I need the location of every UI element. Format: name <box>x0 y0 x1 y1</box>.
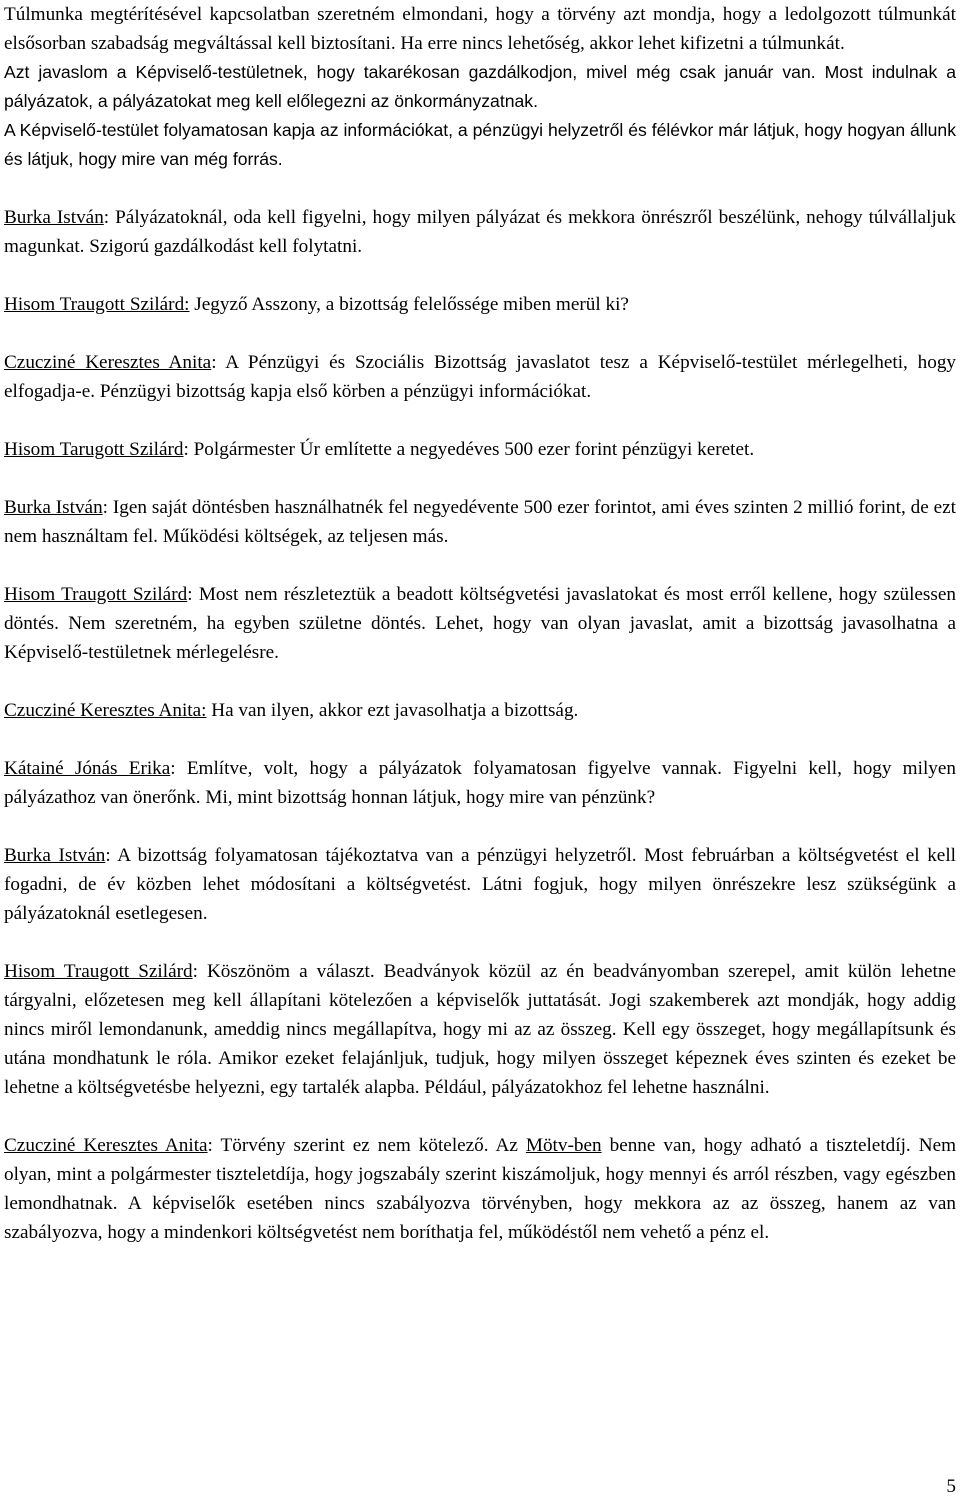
speech-text: Igen saját döntésben használhatnék fel negyedévente 500 ezer forintot, ami éves szinten 2 millió forint, de ezt nem használtam fel. Működési költségek, az teljesen más. <box>4 497 956 547</box>
intro-paragraph-information <box>4 116 956 174</box>
speech-paragraph-last <box>4 1131 956 1247</box>
speech-paragraph <box>4 696 956 725</box>
speech-text: A bizottság folyamatosan tájékoztatva van a pénzügyi helyzetről. Most februárban a költségvetést el kell fogadni, de év közben lehet módosítani a költségvetést. Látni fogjuk, hogy milyen önrészekre lesz szükségünk a pályázatoknál esetlegesen. <box>4 845 956 924</box>
speech-text: Említve, volt, hogy a pályázatok folyamatosan figyelve vannak. Figyelni kell, hogy milyen pályázathoz van önerőnk. Mi, mint bizottság honnan látjuk, hogy mire van pénzünk? <box>4 758 956 808</box>
speaker-name: Hisom Traugott Szilárd: <box>4 294 190 315</box>
speech-text: Törvény szerint ez nem kötelező. Az <box>220 1135 526 1156</box>
speech-text: A Pénzügyi és Szociális Bizottság javaslatot tesz a Képviselő-testület mérlegelheti, hogy elfogadja-e. Pénzügyi bizottság kapja első körben a pénzügyi információkat. <box>4 352 957 402</box>
speaker-name: Czucziné Keresztes Anita: <box>4 700 207 721</box>
speech-paragraph <box>4 290 956 319</box>
speaker-name: Hisom Tarugott Szilárd <box>4 439 184 460</box>
speech-text: Most nem részleteztük a beadott költségvetési javaslatokat és most erről kellene, hogy szülessen döntés. Nem szeretném, ha egyben születne döntés. Lehet, hogy van olyan javaslat, amit a bizottság javasolhatna a Képviselő-testületnek mérlegelésre. <box>4 584 956 663</box>
speaker-name: Kátainé Jónás Erika <box>4 758 171 779</box>
speech-text-continued: benne van, hogy adható a tiszteletdíj. Nem olyan, mint a polgármester tiszteletdíja, hogy jogszabály szerint kiszámoljuk, hogy mennyi és arról részben, vagy egészben lemondhatnak. A képviselők esetében nincs szabályozva törvényben, hogy mekkora az az összeg, hanem az van szabályozva, hogy a mindenkori költségvetést nem boríthatja fel, működéstől nem vehető a pénz el. <box>4 1135 957 1243</box>
speaker-name: Burka István <box>4 497 103 518</box>
speech-text: Ha van ilyen, akkor ezt javasolhatja a bizottság. <box>211 700 579 721</box>
law-reference-link: Mötv-ben <box>525 1135 602 1156</box>
speaker-separator: : <box>211 352 226 373</box>
intro-paragraph-overtime <box>4 0 956 58</box>
speech-paragraph <box>4 348 956 406</box>
speaker-name: Hisom Traugott Szilárd <box>4 584 188 605</box>
speech-text: Polgármester Úr említette a negyedéves 500 ezer forint pénzügyi keretet. <box>193 439 755 460</box>
speech-text: Jegyző Asszony, a bizottság felelőssége miben merül ki? <box>194 294 629 315</box>
speaker-separator: : <box>170 758 187 779</box>
speaker-name: Burka István <box>4 207 104 228</box>
speech-paragraph <box>4 957 956 1102</box>
speech-paragraph <box>4 203 956 261</box>
speech-paragraph <box>4 754 956 812</box>
speaker-separator: : <box>105 845 118 866</box>
speaker-name: Hisom Traugott Szilárd <box>4 961 193 982</box>
speech-paragraph <box>4 435 956 464</box>
speech-text: Köszönöm a választ. Beadványok közül az én beadványomban szerepel, amit külön lehetne tárgyalni, előzetesen meg kell állapítani kötelezően a képviselők juttatását. Jogi szakemberek azt mondják, hogy addig nincs miről lemondanunk, ameddig nincs megállapítva, hogy mi az az összeg. Kell egy összeget, hogy megállapítsunk és utána mondhatunk le róla. Amikor ezeket felajánljuk, tudjuk, hogy milyen összeget képeznek éves szinten és ezeket be lehetne a költségvetésbe helyezni, egy tartalék alapba. Például, pályázatokhoz fel lehetne használni. <box>4 961 956 1098</box>
page-number: 5 <box>946 1476 956 1497</box>
speech-paragraph <box>4 580 956 667</box>
intro-text-information: A Képviselő-testület folyamatosan kapja az információkat, a pénzügyi helyzetről és félévkor már látjuk, hogy hogyan állunk és látjuk, hogy mire van még forrás. <box>4 120 956 169</box>
speech-paragraph <box>4 841 956 928</box>
speaker-name: Czucziné Keresztes Anita <box>4 1135 208 1156</box>
speaker-separator: : <box>192 961 207 982</box>
speaker-separator: : <box>183 439 194 460</box>
speaker-separator: : <box>207 1135 221 1156</box>
speaker-separator: : <box>187 584 199 605</box>
speech-paragraph <box>4 493 956 551</box>
intro-text-overtime: Túlmunka megtérítésével kapcsolatban szeretném elmondani, hogy a törvény azt mondja, hogy a ledolgozott túlmunkát elsősorban szabadság megváltással kell biztosítani. Ha erre nincs lehetőség, akkor lehet kifizetni a túlmunkát. <box>4 4 956 54</box>
intro-paragraph-savings <box>4 58 956 116</box>
speaker-name: Czucziné Keresztes Anita <box>4 352 212 373</box>
speaker-separator: : <box>102 497 113 518</box>
document-page <box>4 0 956 1247</box>
speech-text: Pályázatoknál, oda kell figyelni, hogy milyen pályázat és mekkora önrészről beszélünk, nehogy túlvállaljuk magunkat. Szigorú gazdálkodást kell folytatni. <box>4 207 956 257</box>
intro-text-savings: Azt javaslom a Képviselő-testületnek, hogy takarékosan gazdálkodjon, mivel még csak január van. Most indulnak a pályázatok, a pályázatokat meg kell előlegezni az önkormányzatnak. <box>4 62 956 111</box>
speaker-separator: : <box>103 207 116 228</box>
speaker-name: Burka István <box>4 845 106 866</box>
